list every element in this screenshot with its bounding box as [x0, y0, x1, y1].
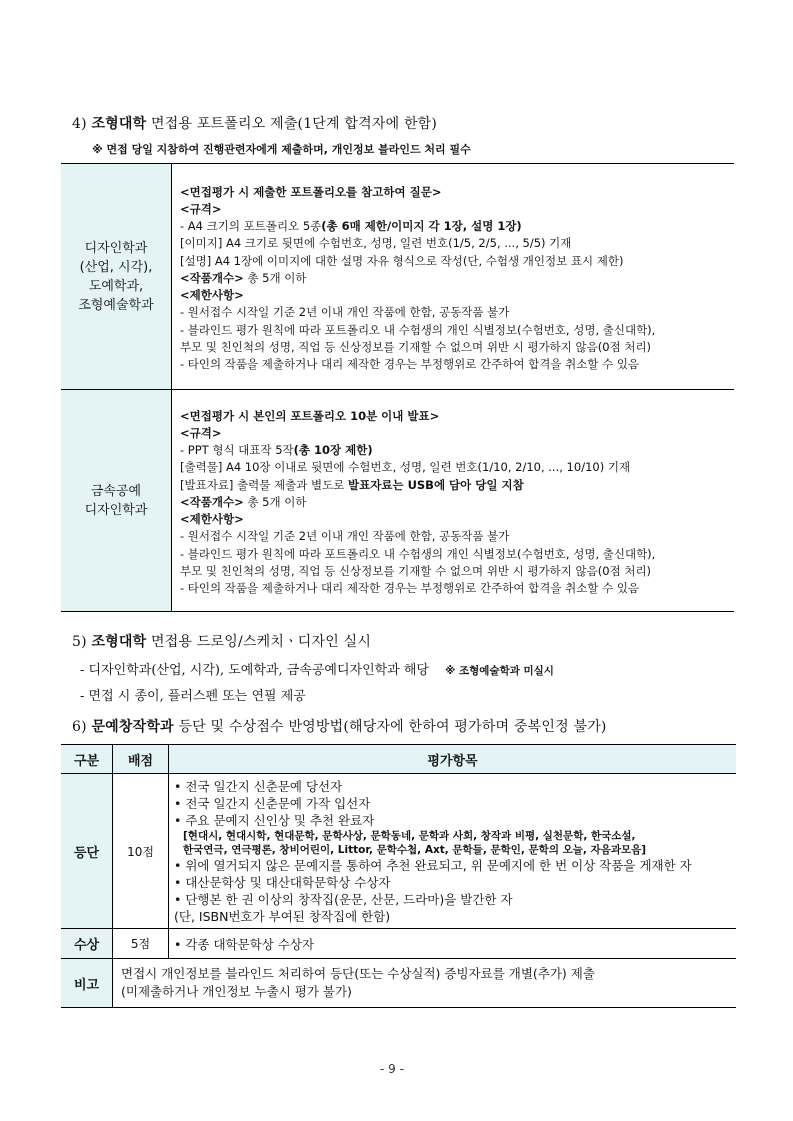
section6-number: 6)	[72, 719, 87, 735]
items-cell: • 각종 대학문학상 수상자	[169, 929, 737, 959]
table-row	[61, 390, 734, 612]
section6-title: 등단 및 수상점수 반영방법(해당자에 한하여 평가하며 중복인정 불가)	[178, 719, 607, 735]
score-cell: 10점	[113, 774, 169, 929]
items-cell: • 전국 일간지 신춘문예 당선자 • 전국 일간지 신춘문예 가작 입선자 • 주요 문예지 신인상 및 추천 완료자 [현대시, 현대시학, 현대문학, 문학사상, 문학동네, 문학과 사회, 창작과 비평, 실천문학, 한국소설, 한국연극, 연극평론, 창비어린이, Littor, 문학수첩, Axt, 문학들, 문학인, 문학의 오늘, 자음과모음] • 위에 열거되지 않은 문예지를 통하여 추천 완료되고, 위 문예지에 한 번 이상 작품을 게재한 자 • 대산문학상 및 대산대학문학상 수상자 • 단행본 한 권 이상의 창작집(운문, 산문, 드라마)을 발간한 자 (단, ISBN번호가 부여된 창작집에 한함)	[169, 774, 737, 929]
award-score-table	[61, 744, 736, 1008]
section5-heading	[72, 631, 371, 651]
section4-heading	[72, 113, 437, 133]
table-header-row	[61, 745, 736, 774]
dept-cell: 금속공예 디자인학과	[61, 390, 172, 612]
table-row	[61, 929, 736, 959]
section4-note: ※ 면접 당일 지참하여 진행관련자에게 제출하며, 개인정보 블라인드 처리 필수	[92, 143, 471, 156]
page-number: - 9 -	[380, 1062, 404, 1076]
section4-title: 면접용 포트폴리오 제출(1단계 합격자에 한함)	[151, 116, 438, 132]
header-items: 평가항목	[169, 745, 737, 774]
portfolio-table	[61, 163, 734, 612]
section5-title: 면접용 드로잉/스케치ㆍ디자인 실시	[151, 634, 372, 650]
table-row	[61, 164, 734, 390]
list-item: - 면접 시 종이, 플러스펜 또는 연필 제공	[80, 689, 306, 704]
table-row	[61, 774, 736, 929]
requirements-cell: <면접평가 시 제출한 포트폴리오를 참고하여 질문> <규격> - A4 크기의 포트폴리오 5종(총 6매 제한/이미지 각 1장, 설명 1장) [이미지] A4 크기로 뒷면에 수험번호, 성명, 일련 번호(1/5, 2/5, ..., 5/5) 기재 [설명] A4 1장에 이미지에 대한 설명 자유 형식으로 작성(단, 수험생 개인정보 표시 제한) <작품개수> 총 5개 이하 <제한사항> - 원서접수 시작일 기준 2년 이내 개인 작품에 한함, 공동작품 불가 - 블라인드 평가 원칙에 따라 포트폴리오 내 수험생의 개인 식별정보(수험번호, 성명, 출신대학), 부모 및 친인척의 성명, 직업 등 신상정보를 기재할 수 없으며 위반 시 평가하지 않음(0점 처리) - 타인의 작품을 제출하거나 대리 제작한 경우는 부정행위로 간주하여 합격을 취소할 수 있음	[172, 164, 735, 390]
section5-keyword: 조형대학	[91, 634, 147, 650]
section6-keyword: 문예창작학과	[91, 719, 174, 735]
remark-category-cell: 비고	[61, 959, 113, 1008]
category-cell: 등단	[61, 774, 113, 929]
table-row	[61, 959, 736, 1008]
score-cell: 5점	[113, 929, 169, 959]
remark-cell: 면접시 개인정보를 블라인드 처리하여 등단(또는 수상실적) 증빙자료를 개별(추가) 제출 (미제출하거나 개인정보 누출시 평가 불가)	[113, 959, 737, 1008]
section6-heading	[72, 716, 607, 736]
section4-number: 4)	[72, 116, 87, 132]
section5-note: ※ 조형예술학과 미실시	[445, 665, 554, 677]
section5-number: 5)	[72, 634, 87, 650]
dept-cell: 디자인학과 (산업, 시각), 도예학과, 조형예술학과	[61, 164, 172, 390]
header-score: 배점	[113, 745, 169, 774]
requirements-cell: <면접평가 시 본인의 포트폴리오 10분 이내 발표> <규격> - PPT 형식 대표작 5작(총 10장 제한) [출력물] A4 10장 이내로 뒷면에 수험번호, 성명, 일련 번호(1/10, 2/10, ..., 10/10) 기재 [발표자료] 출력물 제출과 별도로 발표자료는 USB에 담아 당일 지참 <작품개수> 총 5개 이하 <제한사항> - 원서접수 시작일 기준 2년 이내 개인 작품에 한함, 공동작품 불가 - 블라인드 평가 원칙에 따라 포트폴리오 내 수험생의 개인 식별정보(수험번호, 성명, 출신대학), 부모 및 친인척의 성명, 직업 등 신상정보를 기재할 수 없으며 위반 시 평가하지 않음(0점 처리) - 타인의 작품을 제출하거나 대리 제작한 경우는 부정행위로 간주하여 합격을 취소할 수 있음	[172, 390, 735, 612]
section4-keyword: 조형대학	[91, 116, 147, 132]
header-category: 구분	[61, 745, 113, 774]
list-item: - 디자인학과(산업, 시각), 도예학과, 금속공예디자인학과 해당 ※ 조형예술학과 미실시	[80, 663, 554, 678]
category-cell: 수상	[61, 929, 113, 959]
